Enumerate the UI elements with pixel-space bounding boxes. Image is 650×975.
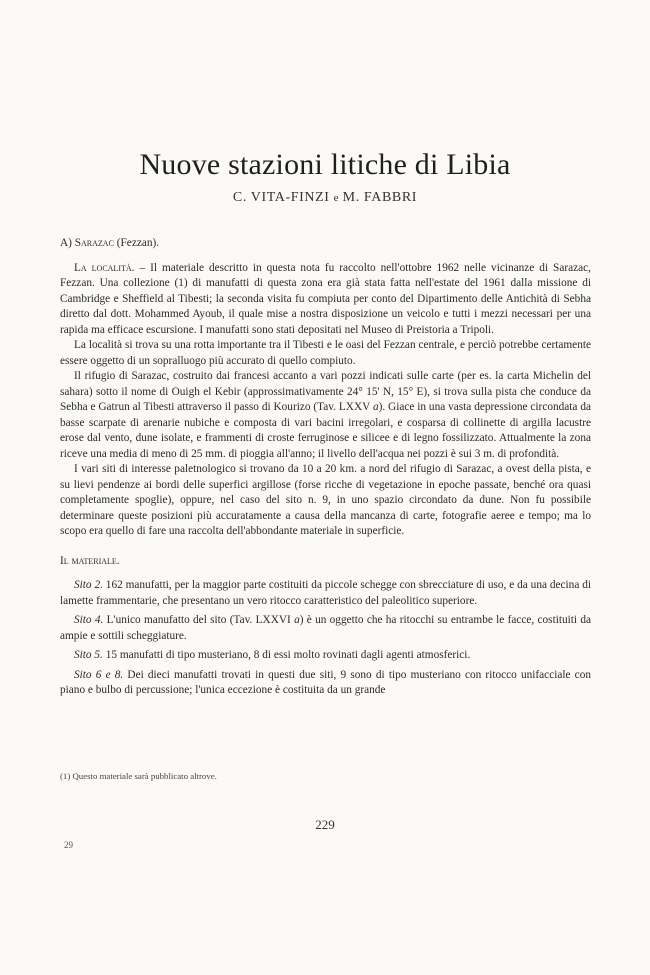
site-label: Sito 5. — [74, 649, 103, 661]
paragraph-siti: I vari siti di interesse paletnologico si trovano da 10 a 20 km. a nord del rifugio di Sarazac, a ovest della pista, e su lievi pendenze ai bordi delle superfici argillose (forse ricche di vegetazione in epoche passate, benché ora quasi completamente spoglie), oppure, nel caso del sito n. 9, in uno spazio circondato da dune. Non fu possibile determinare queste posizioni più accuratamente a causa della mancanza di carte, fotografie aeree e tempo; ma lo scopo era quello di fare una raccolta dell'abbondante materiale in superficie. — [60, 463, 591, 537]
paragraph-text: – Il materiale descritto in questa nota fu raccolto nell'ottobre 1962 nelle vicinanze di Sarazac, Fezzan. Una collezione (1) di manufatti di questa zona era già stata fatta nell'estate del 1961 dalla missione di Cambridge e Sheffield al Tibesti; la seconda visita fu compiuta per conto del Dipartimento delle Antichità di Sebha diretto dal dott. Mohammed Ayoub, il quale mise a nostra disposizione un veicolo e tutti i mezzi necessari per una rapida ma efficace escursione. I manufatti sono stati depositati nel Museo di Preistoria a Tripoli. — [60, 261, 592, 336]
paragraph-text: 15 manufatti di tipo musteriano, 8 di essi molto rovinati dagli agenti atmosferici. — [102, 649, 471, 661]
paragraph-rotta: La località si trova su una rotta importante tra il Tibesti e le oasi del Fezzan centrale, e perciò potrebbe certamente essere oggetto di un sopralluogo più accurato di quello compiuto. — [60, 339, 591, 367]
paragraph-text: ). Giace in una vasta depressione circondata da basse scarpate di arenarie nubiche e composta di vari bacini irregolari, e cosparsa di collinette di argilla lacustre erose dal vento, dune isolate, e frammenti di croste ferruginose e silicee e di legno fossilizzato. Attualmente la zona riceve una media di meno di 25 mm. di pioggia all'anno; il livello dell'acqua nei pozzi è sui 3 m. di profondità. — [60, 401, 591, 460]
section-name: Sarazac — [74, 237, 114, 249]
paragraph-text: L'unico manufatto del sito (Tav. LXXVI — [103, 614, 295, 626]
footnote: (1) Questo materiale sarà pubblicato altrove. — [60, 771, 217, 781]
plate-reference: a — [372, 401, 379, 413]
paragraph-sito-4 — [60, 613, 591, 644]
paragraph-sito-5 — [60, 648, 591, 664]
site-label: Sito 4. — [74, 614, 104, 626]
author-second: M. FABBRI — [342, 190, 418, 205]
author-conjunction: e — [333, 192, 339, 204]
article-body — [60, 236, 591, 699]
paragraph-text: Dei dieci manufatti trovati in questi due siti, 9 sono di tipo musteriano con ritocco unifacciale con piano e bulbo di percussione; l'unica eccezione è costituita da un grande — [60, 668, 591, 696]
article-title: Nuove stazioni litiche di Libia — [139, 148, 511, 181]
paragraph-text: ) è un oggetto che ha ritocchi su entrambe le facce, costituiti da ampie e sottili scheggiature. — [60, 614, 592, 642]
paragraph-localita — [60, 261, 591, 339]
site-label: Sito 2. — [74, 579, 103, 591]
section-suffix: (Fezzan). — [113, 237, 160, 249]
section-heading-a — [60, 236, 591, 252]
printer-signature: 29 — [64, 840, 73, 850]
subheading-materiale — [60, 554, 591, 570]
article-authors — [0, 190, 650, 206]
paragraph-sito-2 — [60, 578, 591, 609]
paragraph-text: 162 manufatti, per la maggior parte costituiti da piccole schegge con sbrecciature di uso, e da una decina di lamette frammentarie, che presentano un vero ritocco caratteristico del paleolitico superiore. — [60, 579, 591, 607]
page-number: 229 — [315, 817, 335, 832]
author-first: C. VITA-FINZI — [232, 190, 330, 205]
site-label: Sito 6 e 8. — [74, 668, 124, 681]
paragraph-rifugio — [60, 369, 591, 462]
section-prefix: A) — [60, 237, 75, 249]
paragraph-sito-6-8 — [60, 668, 591, 699]
paragraph-text: Il rifugio di Sarazac, costruito dai francesi accanto a vari pozzi indicati sulle carte (per es. la carta Michelin del sahara) sotto il nome di Ouigh el Kebir (approssimativamente 24° 15' N, 15° E), si trova sulla pista che conduce da Sebha e Gatrun al Tibesti attraverso il passo di Kourizo (Tav. LXXV — [60, 370, 591, 413]
paragraph-label: La località. — [74, 261, 135, 274]
subheading-text: Il materiale. — [60, 554, 120, 567]
plate-reference: a — [294, 614, 300, 626]
